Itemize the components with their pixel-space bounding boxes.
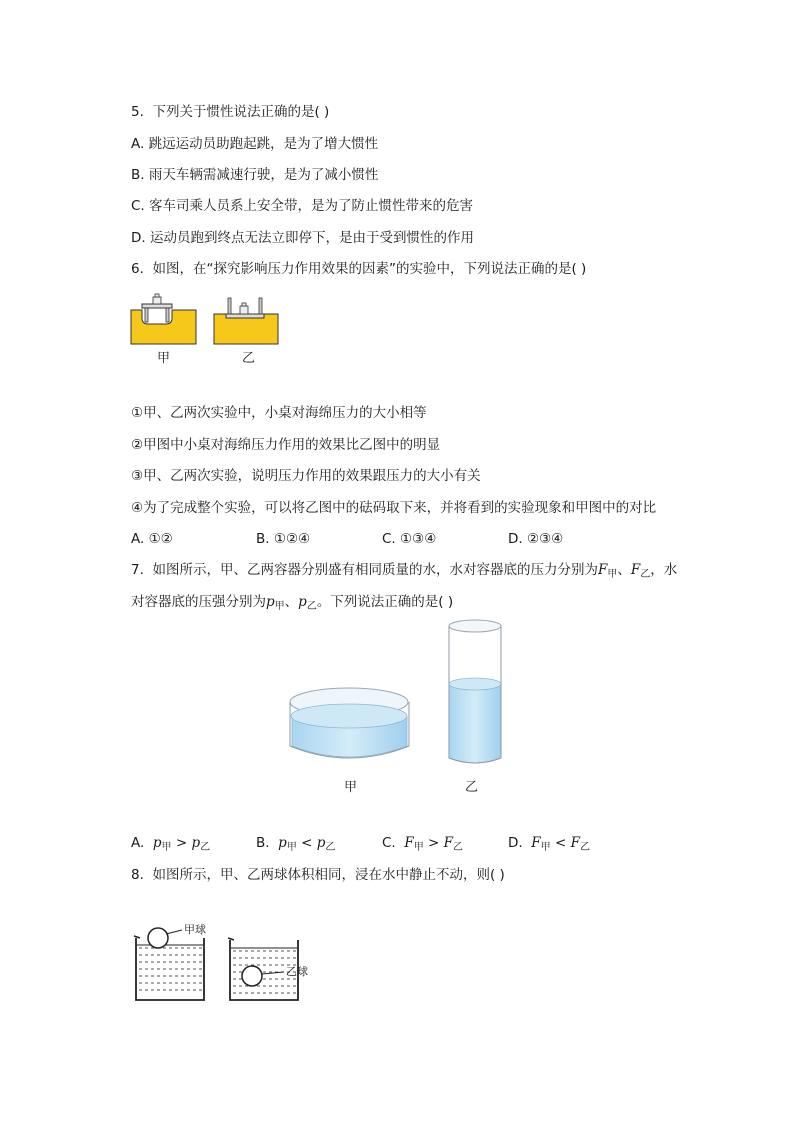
q5-stem: 5. 下列关于惯性说法正确的是( ) [131,104,330,120]
q8-stem: 8. 如图所示，甲、乙两球体积相同，浸在水中静止不动，则( ) [131,867,505,883]
q6-label-yi: 乙 [242,351,256,366]
q7-containers-figure [285,618,510,773]
q6-statement-4: ④为了完成整个实验，可以将乙图中的砝码取下来，并将看到的实验现象和甲图中的对比 [131,500,657,516]
q6-statement-2: ②甲图中小桌对海绵压力作用的效果比乙图中的明显 [131,437,441,453]
q7-choice-d: D. $F_甲 < F_乙$ [508,835,590,853]
q6-choice-a: A. ①② [131,531,173,547]
q5-option-c: C. 客车司乘人员系上安全带，是为了防止惯性带来的危害 [131,198,474,214]
q5-option-b: B. 雨天车辆需减速行驶，是为了减小惯性 [131,167,379,183]
q6-choice-b: B. ①②④ [256,531,311,547]
q6-choices [131,530,691,548]
q6-statement-1: ①甲、乙两次实验中，小桌对海绵压力的大小相等 [131,405,427,421]
q6-label-jia: 甲 [157,351,171,366]
q7-choice-a: A. $p_甲 > p_乙$ [131,835,211,853]
q5-option-a: A. 跳远运动员助跑起跳，是为了增大惯性 [131,136,379,152]
dish-jia [290,688,409,758]
q6-choice-c: C. ①③④ [382,531,437,547]
q7-choices [131,834,691,854]
sponge-yi [214,298,278,344]
sponge-jia [131,294,196,344]
q7-label-jia: 甲 [344,780,358,795]
q7-choice-b: B. $p_甲 < p_乙$ [256,835,336,853]
beaker-jia [134,928,204,1000]
q7-label-yi: 乙 [465,780,479,795]
q8-label-jia-ball: 甲球 [184,923,206,936]
q6-stem: 6. 如图，在“探究影响压力作用效果的因素”的实验中，下列说法正确的是( ) [131,261,587,277]
q7-stem-line1: 7. 如图所示，甲、乙两容器分别盛有相同质量的水，水对容器底的压力分别为$F_甲$、$F_乙$，水 [131,562,678,580]
q6-statement-3: ③甲、乙两次实验，说明压力作用的效果跟压力的大小有关 [131,468,481,484]
q7-stem-line2: 对容器底的压强分别为$p_甲$、$p_乙$。下列说法正确的是( ) [131,594,454,612]
q6-sponge-figure [128,288,288,348]
q5-option-d: D. 运动员跑到终点无法立即停下，是由于受到惯性的作用 [131,230,474,246]
q7-choice-c: C. $F_甲 > F_乙$ [382,835,463,853]
q6-choice-d: D. ②③④ [508,531,564,547]
cylinder-yi [449,620,501,763]
q8-label-yi-ball: 乙球 [286,965,308,978]
q8-balls-figure [132,918,322,1006]
